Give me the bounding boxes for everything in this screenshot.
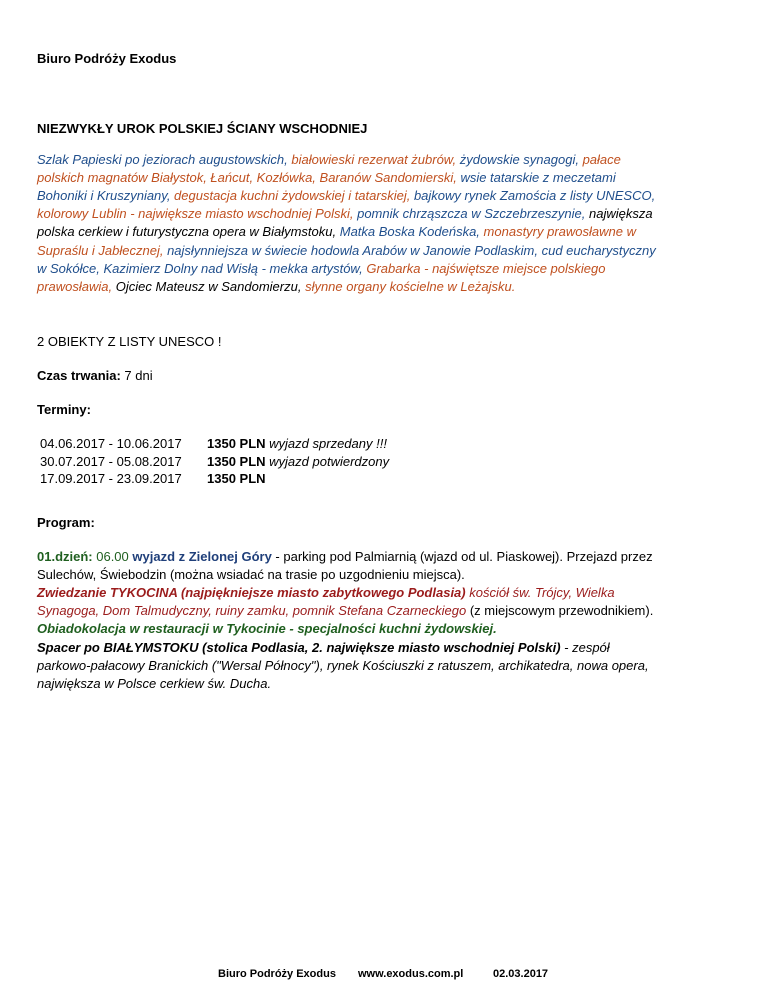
price: 1350 PLN: [207, 471, 266, 486]
text-segment: cud eucharystyczny: [541, 242, 656, 258]
unesco-note: 2 OBIEKTY Z LISTY UNESCO !: [37, 334, 222, 349]
text-segment: najsłynniejsza w świecie hodowla Arabów w Janowie Podlaskim,: [167, 242, 542, 258]
text-segment: wsie tatarskie z meczetami: [460, 170, 616, 186]
text-segment: parkowo-pałacowy Branickich ("Wersal Północy"), rynek Kościuszki z ratuszem, archikatedra, nowa opera,: [37, 657, 649, 673]
text-segment: - parking pod Palmiarnią (wjazd od ul. Piaskowej). Przejazd przez: [271, 549, 653, 564]
date-row: [40, 453, 389, 471]
text-segment: Supraślu i Jabłecznej,: [37, 242, 168, 258]
text-segment: Obiadokolacja w restauracji w Tykocinie - specjalności kuchni żydowskiej.: [37, 621, 497, 637]
company-header: Biuro Podróży Exodus: [37, 51, 177, 66]
duration-line: [37, 367, 153, 385]
price: 1350 PLN: [207, 436, 266, 451]
footer-company: Biuro Podróży Exodus: [218, 968, 336, 980]
text-segment: Matka Boska Kodeńska,: [339, 224, 484, 240]
intro-line: [37, 223, 636, 241]
text-segment: kolorowy Lublin - największe miasto wschodniej Polski,: [37, 206, 358, 222]
text-segment: białowieski rezerwat żubrów,: [291, 152, 460, 167]
date-range: 17.09.2017 - 23.09.2017: [40, 471, 182, 486]
footer-website: www.exodus.com.pl: [358, 968, 464, 980]
intro-line: [37, 260, 605, 278]
text-segment: Grabarka - najświętsze miejsce polskiego: [366, 260, 606, 276]
text-segment: Sulechów, Świebodzin (można wsiadać na trasie po uzgodnieniu miejsca).: [37, 567, 465, 583]
program-line: [37, 548, 653, 566]
program-label: Program:: [37, 515, 95, 530]
footer-date: 02.03.2017: [493, 968, 549, 980]
text-segment: kościół św. Trójcy, Wielka: [465, 585, 615, 601]
text-segment: w Sokółce, Kazimierz Dolny nad Wisłą - mekka artystów,: [37, 260, 367, 276]
date-row: [40, 435, 387, 453]
duration-label: Czas trwania:: [37, 368, 121, 383]
date-range: 30.07.2017 - 05.08.2017: [40, 454, 182, 469]
text-segment: monastyry prawosławne w: [483, 224, 636, 240]
duration-value: 7 dni: [120, 368, 153, 383]
price: 1350 PLN: [207, 454, 266, 469]
program-line: [37, 566, 465, 584]
date-row: [40, 470, 266, 488]
text-segment: żydowskie synagogi,: [459, 152, 583, 167]
text-segment: degustacja kuchni żydowskiej i tatarskiej,: [174, 188, 414, 204]
intro-line: [37, 187, 655, 205]
intro-line: [37, 242, 656, 260]
text-segment: Spacer po BIAŁYMSTOKU (stolica Podlasia, 2. największe miasto wschodniej Polski): [37, 639, 561, 655]
text-segment: największa w Polsce cerkiew św. Ducha.: [37, 675, 272, 691]
intro-line: [37, 169, 616, 187]
trip-status: wyjazd potwierdzony: [265, 454, 390, 469]
text-segment: polskich magnatów Białystok, Łańcut, Kozłówka, Baranów Sandomierski,: [37, 170, 461, 186]
text-segment: największa: [589, 206, 653, 222]
program-line: [37, 657, 649, 675]
text-segment: Zwiedzanie TYKOCINA (najpiękniejsze miasto zabytkowego Podlasia): [37, 585, 466, 601]
program-line: [37, 675, 271, 693]
text-segment: polska cerkiew i futurystyczna opera w Białymstoku,: [37, 224, 340, 240]
terms-label: Terminy:: [37, 402, 91, 417]
program-line: [37, 639, 610, 657]
text-segment: Ojciec Mateusz w Sandomierzu,: [115, 278, 306, 294]
intro-line: [37, 278, 515, 296]
text-segment: pałace: [582, 152, 621, 167]
text-segment: prawosławia,: [37, 278, 116, 294]
program-line: [37, 584, 615, 602]
trip-status: wyjazd sprzedany !!!: [265, 436, 387, 451]
text-segment: pomnik chrząszcza w Szczebrzeszynie,: [357, 206, 590, 222]
page-title: NIEZWYKŁY UROK POLSKIEJ ŚCIANY WSCHODNIEJ: [37, 121, 368, 136]
text-segment: Bohoniki i Kruszyniany,: [37, 188, 175, 204]
date-range: 04.06.2017 - 10.06.2017: [40, 436, 182, 451]
text-segment: 01.dzień:: [37, 549, 93, 564]
text-segment: (z miejscowym przewodnikiem).: [466, 603, 654, 619]
page-footer: [218, 968, 548, 980]
text-segment: Szlak Papieski po jeziorach augustowskich,: [37, 152, 292, 167]
text-segment: - zespół: [560, 639, 610, 655]
text-segment: 06.00: [92, 549, 133, 564]
intro-line: [37, 205, 653, 223]
intro-line: [37, 151, 621, 169]
program-line: [37, 620, 497, 638]
program-line: [37, 602, 653, 620]
text-segment: słynne organy kościelne w Leżajsku.: [305, 278, 516, 294]
text-segment: wyjazd z Zielonej Góry: [132, 549, 272, 564]
text-segment: Synagoga, Dom Talmudyczny, ruiny zamku, pomnik Stefana Czarneckiego: [37, 603, 467, 619]
text-segment: bajkowy rynek Zamościa z listy UNESCO,: [413, 188, 656, 204]
